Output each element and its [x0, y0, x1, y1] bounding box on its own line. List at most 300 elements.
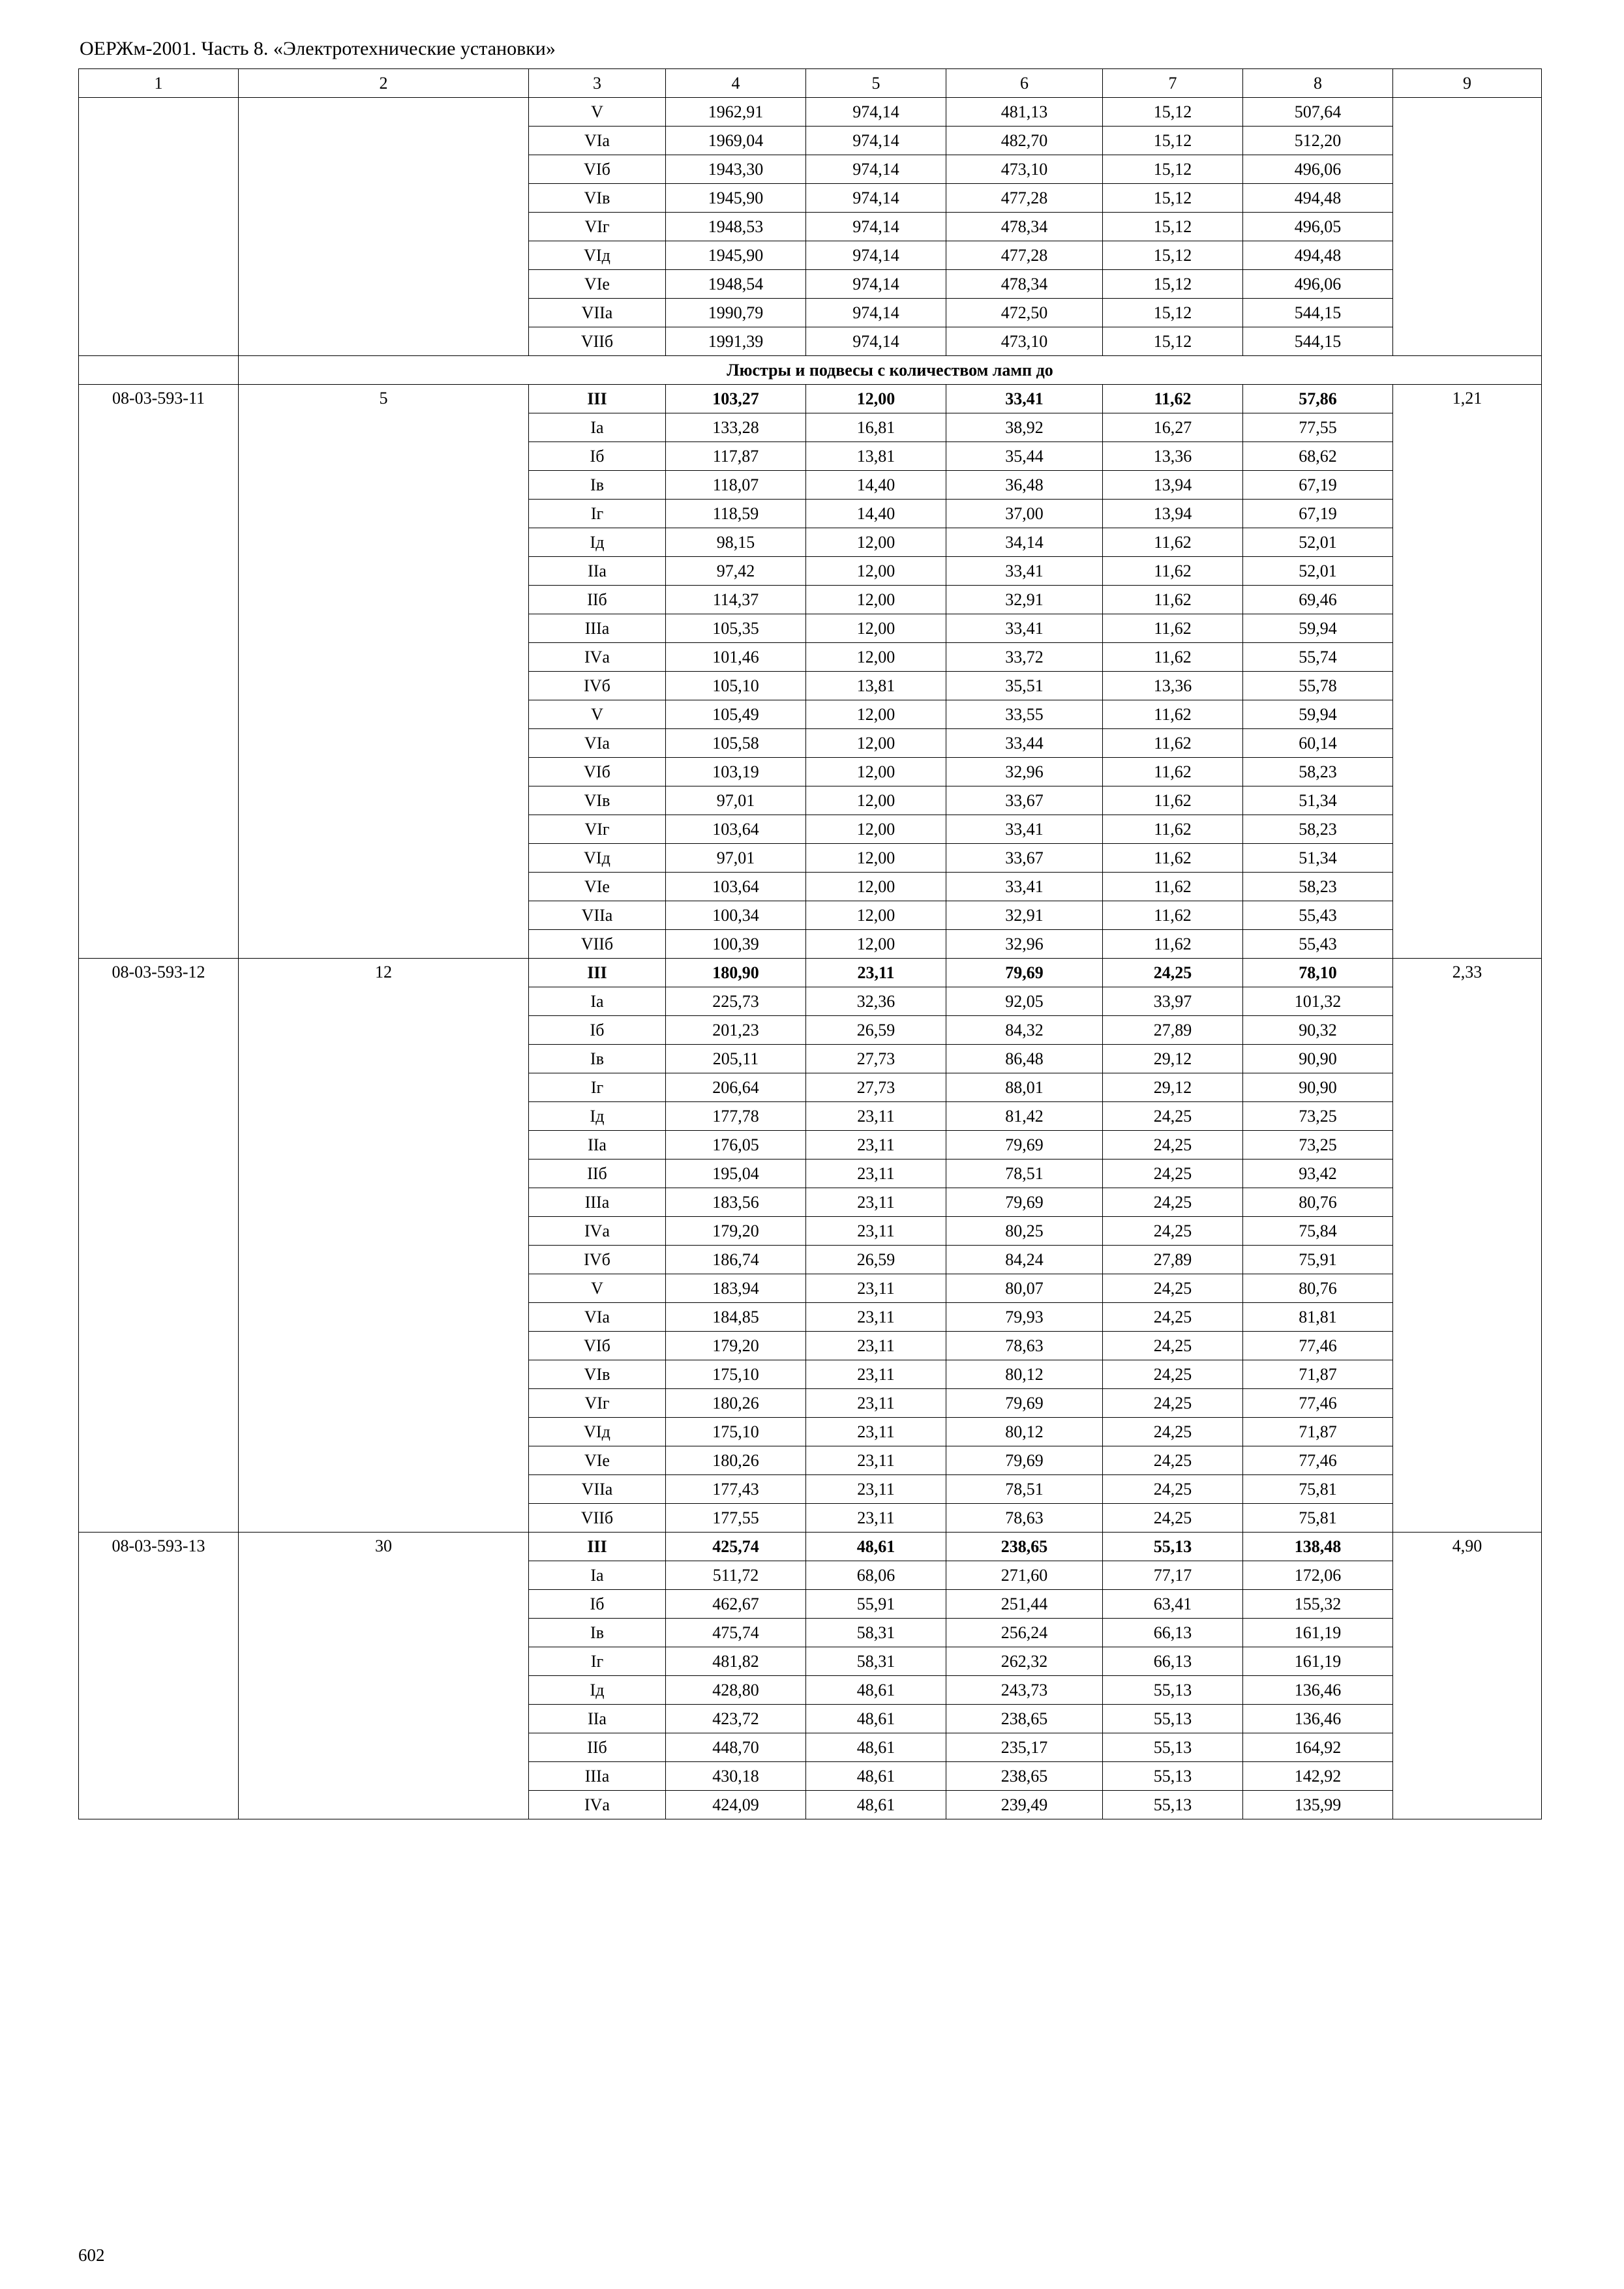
cell-machinists: 11,62	[1103, 758, 1243, 786]
cell-code	[79, 356, 239, 385]
cell-labor: 75,81	[1243, 1475, 1393, 1504]
cell-total: 133,28	[666, 413, 806, 442]
cell-labor: 73,25	[1243, 1102, 1393, 1131]
cell-total: 101,46	[666, 643, 806, 672]
cell-variant: VIIа	[529, 901, 666, 930]
cell-variant: IIб	[529, 1159, 666, 1188]
cell-total: 103,27	[666, 385, 806, 413]
cell-machines: 79,69	[946, 1131, 1103, 1159]
cell-materials: 14,40	[806, 471, 946, 500]
cell-labor: 55,78	[1243, 672, 1393, 700]
cell-machinists: 24,25	[1103, 1303, 1243, 1332]
cell-machinists: 15,12	[1103, 327, 1243, 356]
cell-machines: 478,34	[946, 213, 1103, 241]
cell-materials: 16,81	[806, 413, 946, 442]
cell-materials: 12,00	[806, 700, 946, 729]
cell-machines: 238,65	[946, 1762, 1103, 1791]
cell-total: 428,80	[666, 1676, 806, 1705]
cell-machines: 34,14	[946, 528, 1103, 557]
cell-variant: V	[529, 1274, 666, 1303]
cell-materials: 23,11	[806, 1159, 946, 1188]
cell-machinists: 27,89	[1103, 1246, 1243, 1274]
cell-labor: 80,76	[1243, 1274, 1393, 1303]
cell-labor: 172,06	[1243, 1561, 1393, 1590]
cell-machinists: 33,97	[1103, 987, 1243, 1016]
cell-total: 105,58	[666, 729, 806, 758]
cell-machinists: 11,62	[1103, 844, 1243, 873]
cell-materials: 23,11	[806, 1389, 946, 1418]
cell-machinists: 24,25	[1103, 1446, 1243, 1475]
rates-table	[78, 68, 1542, 1819]
cell-total: 100,34	[666, 901, 806, 930]
cell-labor: 494,48	[1243, 184, 1393, 213]
cell-variant: IVа	[529, 1791, 666, 1819]
column-number: 8	[1243, 69, 1393, 98]
cell-variant: III	[529, 959, 666, 987]
cell-total: 97,01	[666, 844, 806, 873]
cell-labor: 512,20	[1243, 127, 1393, 155]
cell-machines: 33,41	[946, 557, 1103, 586]
cell-materials: 974,14	[806, 241, 946, 270]
cell-labor: 496,05	[1243, 213, 1393, 241]
cell-materials: 23,11	[806, 1360, 946, 1389]
cell-materials: 23,11	[806, 1418, 946, 1446]
cell-machinists: 55,13	[1103, 1733, 1243, 1762]
cell-labor: 77,46	[1243, 1332, 1393, 1360]
cell-variant: Iа	[529, 1561, 666, 1590]
cell-materials: 12,00	[806, 901, 946, 930]
cell-materials: 13,81	[806, 442, 946, 471]
cell-variant: IIа	[529, 1705, 666, 1733]
cell-materials: 27,73	[806, 1073, 946, 1102]
cell-variant: VIг	[529, 213, 666, 241]
cell-machines: 238,65	[946, 1533, 1103, 1561]
cell-total: 1948,53	[666, 213, 806, 241]
cell-machines: 92,05	[946, 987, 1103, 1016]
cell-materials: 23,11	[806, 959, 946, 987]
cell-variant: IIа	[529, 1131, 666, 1159]
cell-machinists: 29,12	[1103, 1045, 1243, 1073]
cell-materials: 974,14	[806, 98, 946, 127]
cell-description: 12	[239, 959, 529, 1533]
cell-machinists: 15,12	[1103, 299, 1243, 327]
cell-machinists: 24,25	[1103, 1389, 1243, 1418]
cell-machines: 33,72	[946, 643, 1103, 672]
cell-machines: 473,10	[946, 155, 1103, 184]
cell-total: 481,82	[666, 1647, 806, 1676]
cell-machinists: 24,25	[1103, 1102, 1243, 1131]
cell-total: 175,10	[666, 1360, 806, 1389]
cell-materials: 23,11	[806, 1217, 946, 1246]
cell-machines: 79,93	[946, 1303, 1103, 1332]
cell-variant: VIв	[529, 786, 666, 815]
cell-variant: IIа	[529, 557, 666, 586]
cell-machinists: 11,62	[1103, 786, 1243, 815]
cell-materials: 23,11	[806, 1131, 946, 1159]
cell-labor: 60,14	[1243, 729, 1393, 758]
cell-ratio: 4,90	[1393, 1533, 1542, 1819]
cell-machines: 251,44	[946, 1590, 1103, 1619]
cell-total: 225,73	[666, 987, 806, 1016]
cell-variant: IIб	[529, 586, 666, 614]
cell-labor: 164,92	[1243, 1733, 1393, 1762]
cell-materials: 14,40	[806, 500, 946, 528]
page-title: ОЕРЖм-2001. Часть 8. «Электротехнические установки»	[80, 38, 556, 59]
cell-variant: VIг	[529, 815, 666, 844]
cell-labor: 494,48	[1243, 241, 1393, 270]
cell-materials: 12,00	[806, 873, 946, 901]
cell-machines: 33,67	[946, 844, 1103, 873]
cell-machines: 473,10	[946, 327, 1103, 356]
cell-total: 1962,91	[666, 98, 806, 127]
cell-machinists: 66,13	[1103, 1647, 1243, 1676]
cell-labor: 58,23	[1243, 873, 1393, 901]
cell-machines: 32,96	[946, 930, 1103, 959]
cell-machines: 78,63	[946, 1332, 1103, 1360]
cell-materials: 12,00	[806, 557, 946, 586]
cell-machinists: 55,13	[1103, 1533, 1243, 1561]
cell-machinists: 24,25	[1103, 1332, 1243, 1360]
cell-materials: 55,91	[806, 1590, 946, 1619]
cell-variant: IVа	[529, 643, 666, 672]
cell-total: 186,74	[666, 1246, 806, 1274]
cell-total: 1991,39	[666, 327, 806, 356]
cell-labor: 71,87	[1243, 1360, 1393, 1389]
cell-variant: IIб	[529, 1733, 666, 1762]
cell-machines: 88,01	[946, 1073, 1103, 1102]
cell-labor: 75,91	[1243, 1246, 1393, 1274]
cell-machines: 238,65	[946, 1705, 1103, 1733]
cell-total: 179,20	[666, 1332, 806, 1360]
cell-materials: 27,73	[806, 1045, 946, 1073]
cell-labor: 142,92	[1243, 1762, 1393, 1791]
cell-variant: Iб	[529, 1016, 666, 1045]
cell-variant: VIIб	[529, 327, 666, 356]
cell-machinists: 11,62	[1103, 528, 1243, 557]
cell-variant: IVб	[529, 1246, 666, 1274]
cell-labor: 69,46	[1243, 586, 1393, 614]
cell-total: 180,26	[666, 1389, 806, 1418]
cell-variant: VIб	[529, 1332, 666, 1360]
cell-labor: 55,43	[1243, 901, 1393, 930]
cell-machines: 78,51	[946, 1475, 1103, 1504]
cell-total: 425,74	[666, 1533, 806, 1561]
cell-materials: 12,00	[806, 614, 946, 643]
cell-variant: IIIа	[529, 1762, 666, 1791]
cell-labor: 58,23	[1243, 758, 1393, 786]
cell-labor: 496,06	[1243, 270, 1393, 299]
cell-total: 195,04	[666, 1159, 806, 1188]
cell-machinists: 24,25	[1103, 1274, 1243, 1303]
cell-total: 1948,54	[666, 270, 806, 299]
cell-materials: 12,00	[806, 643, 946, 672]
cell-labor: 544,15	[1243, 327, 1393, 356]
cell-machines: 35,44	[946, 442, 1103, 471]
cell-machinists: 55,13	[1103, 1762, 1243, 1791]
cell-machines: 262,32	[946, 1647, 1103, 1676]
cell-total: 180,26	[666, 1446, 806, 1475]
cell-labor: 52,01	[1243, 557, 1393, 586]
cell-variant: V	[529, 700, 666, 729]
cell-variant: VIб	[529, 758, 666, 786]
cell-variant: VIд	[529, 844, 666, 873]
cell-labor: 101,32	[1243, 987, 1393, 1016]
table-row	[79, 385, 1542, 413]
cell-machinists: 13,94	[1103, 471, 1243, 500]
cell-total: 430,18	[666, 1762, 806, 1791]
column-number: 6	[946, 69, 1103, 98]
cell-labor: 81,81	[1243, 1303, 1393, 1332]
cell-machines: 477,28	[946, 241, 1103, 270]
cell-labor: 75,84	[1243, 1217, 1393, 1246]
cell-materials: 48,61	[806, 1791, 946, 1819]
cell-total: 1943,30	[666, 155, 806, 184]
table-row	[79, 98, 1542, 127]
cell-machinists: 13,36	[1103, 442, 1243, 471]
cell-variant: Iд	[529, 1676, 666, 1705]
cell-total: 179,20	[666, 1217, 806, 1246]
cell-total: 448,70	[666, 1733, 806, 1762]
cell-total: 177,78	[666, 1102, 806, 1131]
cell-variant: VIIа	[529, 299, 666, 327]
cell-total: 177,43	[666, 1475, 806, 1504]
column-number: 7	[1103, 69, 1243, 98]
cell-machines: 33,41	[946, 614, 1103, 643]
cell-labor: 52,01	[1243, 528, 1393, 557]
column-number: 4	[666, 69, 806, 98]
cell-variant: VIд	[529, 1418, 666, 1446]
cell-total: 180,90	[666, 959, 806, 987]
cell-materials: 23,11	[806, 1303, 946, 1332]
cell-machines: 78,51	[946, 1159, 1103, 1188]
cell-code: 08-03-593-11	[79, 385, 239, 959]
cell-machines: 256,24	[946, 1619, 1103, 1647]
cell-machinists: 11,62	[1103, 385, 1243, 413]
cell-ratio: 1,21	[1393, 385, 1542, 959]
cell-materials: 48,61	[806, 1533, 946, 1561]
cell-machinists: 24,25	[1103, 959, 1243, 987]
cell-variant: VIд	[529, 241, 666, 270]
cell-variant: III	[529, 385, 666, 413]
cell-variant: VIб	[529, 155, 666, 184]
cell-description	[239, 98, 529, 356]
cell-total: 98,15	[666, 528, 806, 557]
cell-total: 175,10	[666, 1418, 806, 1446]
cell-labor: 67,19	[1243, 471, 1393, 500]
cell-materials: 974,14	[806, 299, 946, 327]
column-number: 1	[79, 69, 239, 98]
cell-labor: 59,94	[1243, 700, 1393, 729]
cell-machinists: 15,12	[1103, 155, 1243, 184]
cell-machinists: 24,25	[1103, 1475, 1243, 1504]
cell-materials: 974,14	[806, 184, 946, 213]
cell-materials: 974,14	[806, 270, 946, 299]
cell-machines: 84,24	[946, 1246, 1103, 1274]
cell-variant: VIа	[529, 729, 666, 758]
cell-materials: 26,59	[806, 1016, 946, 1045]
cell-total: 183,94	[666, 1274, 806, 1303]
cell-labor: 68,62	[1243, 442, 1393, 471]
cell-total: 423,72	[666, 1705, 806, 1733]
cell-materials: 12,00	[806, 786, 946, 815]
cell-labor: 77,46	[1243, 1389, 1393, 1418]
cell-machines: 271,60	[946, 1561, 1103, 1590]
cell-materials: 23,11	[806, 1475, 946, 1504]
cell-machines: 37,00	[946, 500, 1103, 528]
cell-variant: Iг	[529, 1647, 666, 1676]
cell-description: 30	[239, 1533, 529, 1819]
cell-machinists: 24,25	[1103, 1217, 1243, 1246]
table-body	[79, 69, 1542, 1819]
cell-labor: 55,74	[1243, 643, 1393, 672]
cell-machinists: 24,25	[1103, 1188, 1243, 1217]
cell-labor: 73,25	[1243, 1131, 1393, 1159]
cell-machinists: 11,62	[1103, 930, 1243, 959]
cell-materials: 23,11	[806, 1188, 946, 1217]
cell-total: 100,39	[666, 930, 806, 959]
cell-variant: VIIа	[529, 1475, 666, 1504]
cell-labor: 136,46	[1243, 1705, 1393, 1733]
cell-machinists: 11,62	[1103, 901, 1243, 930]
cell-labor: 136,46	[1243, 1676, 1393, 1705]
cell-code	[79, 98, 239, 356]
cell-machines: 80,07	[946, 1274, 1103, 1303]
cell-variant: IVа	[529, 1217, 666, 1246]
cell-materials: 48,61	[806, 1705, 946, 1733]
cell-total: 118,59	[666, 500, 806, 528]
cell-labor: 90,90	[1243, 1073, 1393, 1102]
cell-machines: 33,44	[946, 729, 1103, 758]
cell-machines: 79,69	[946, 959, 1103, 987]
cell-total: 97,42	[666, 557, 806, 586]
cell-machines: 79,69	[946, 1389, 1103, 1418]
cell-variant: Iв	[529, 1045, 666, 1073]
cell-machinists: 11,62	[1103, 643, 1243, 672]
cell-machines: 80,12	[946, 1418, 1103, 1446]
cell-machinists: 29,12	[1103, 1073, 1243, 1102]
cell-machines: 477,28	[946, 184, 1103, 213]
cell-machines: 33,41	[946, 873, 1103, 901]
cell-machinists: 13,94	[1103, 500, 1243, 528]
cell-total: 118,07	[666, 471, 806, 500]
column-number-row	[79, 69, 1542, 98]
cell-materials: 12,00	[806, 930, 946, 959]
column-number: 2	[239, 69, 529, 98]
cell-materials: 12,00	[806, 385, 946, 413]
cell-labor: 51,34	[1243, 844, 1393, 873]
cell-machines: 80,12	[946, 1360, 1103, 1389]
cell-total: 105,35	[666, 614, 806, 643]
cell-labor: 155,32	[1243, 1590, 1393, 1619]
cell-variant: VIе	[529, 1446, 666, 1475]
cell-labor: 135,99	[1243, 1791, 1393, 1819]
cell-total: 177,55	[666, 1504, 806, 1533]
cell-machinists: 15,12	[1103, 270, 1243, 299]
cell-variant: IIIа	[529, 614, 666, 643]
cell-machines: 35,51	[946, 672, 1103, 700]
cell-variant: VIIб	[529, 1504, 666, 1533]
cell-materials: 974,14	[806, 127, 946, 155]
cell-machinists: 11,62	[1103, 729, 1243, 758]
cell-machines: 33,67	[946, 786, 1103, 815]
cell-labor: 51,34	[1243, 786, 1393, 815]
cell-total: 511,72	[666, 1561, 806, 1590]
cell-variant: VIе	[529, 270, 666, 299]
cell-machinists: 63,41	[1103, 1590, 1243, 1619]
cell-total: 105,49	[666, 700, 806, 729]
cell-materials: 23,11	[806, 1446, 946, 1475]
cell-total: 114,37	[666, 586, 806, 614]
cell-variant: VIе	[529, 873, 666, 901]
cell-machinists: 15,12	[1103, 241, 1243, 270]
cell-machinists: 11,62	[1103, 614, 1243, 643]
table-row	[79, 959, 1542, 987]
cell-total: 206,64	[666, 1073, 806, 1102]
cell-machinists: 11,62	[1103, 700, 1243, 729]
cell-labor: 161,19	[1243, 1619, 1393, 1647]
cell-materials: 974,14	[806, 213, 946, 241]
cell-materials: 48,61	[806, 1762, 946, 1791]
section-title: Люстры и подвесы с количеством ламп до	[239, 356, 1542, 385]
cell-materials: 12,00	[806, 844, 946, 873]
cell-machinists: 15,12	[1103, 184, 1243, 213]
cell-variant: III	[529, 1533, 666, 1561]
cell-labor: 138,48	[1243, 1533, 1393, 1561]
cell-variant: Iд	[529, 1102, 666, 1131]
cell-total: 424,09	[666, 1791, 806, 1819]
cell-labor: 90,90	[1243, 1045, 1393, 1073]
cell-variant: Iб	[529, 1590, 666, 1619]
cell-materials: 23,11	[806, 1504, 946, 1533]
cell-machines: 32,91	[946, 586, 1103, 614]
cell-machinists: 11,62	[1103, 873, 1243, 901]
cell-machinists: 15,12	[1103, 127, 1243, 155]
cell-materials: 13,81	[806, 672, 946, 700]
cell-machines: 79,69	[946, 1188, 1103, 1217]
cell-machinists: 55,13	[1103, 1676, 1243, 1705]
cell-total: 117,87	[666, 442, 806, 471]
cell-materials: 12,00	[806, 586, 946, 614]
cell-variant: Iб	[529, 442, 666, 471]
cell-total: 205,11	[666, 1045, 806, 1073]
cell-machines: 243,73	[946, 1676, 1103, 1705]
cell-machines: 84,32	[946, 1016, 1103, 1045]
cell-total: 103,64	[666, 873, 806, 901]
cell-machinists: 24,25	[1103, 1360, 1243, 1389]
cell-total: 103,19	[666, 758, 806, 786]
cell-materials: 32,36	[806, 987, 946, 1016]
cell-description: 5	[239, 385, 529, 959]
cell-variant: Iа	[529, 413, 666, 442]
cell-labor: 77,55	[1243, 413, 1393, 442]
cell-machines: 79,69	[946, 1446, 1103, 1475]
cell-variant: Iв	[529, 471, 666, 500]
cell-machines: 481,13	[946, 98, 1103, 127]
cell-machines: 78,63	[946, 1504, 1103, 1533]
cell-machines: 80,25	[946, 1217, 1103, 1246]
cell-total: 105,10	[666, 672, 806, 700]
cell-machines: 32,91	[946, 901, 1103, 930]
cell-machines: 32,96	[946, 758, 1103, 786]
cell-labor: 544,15	[1243, 299, 1393, 327]
cell-machinists: 24,25	[1103, 1418, 1243, 1446]
cell-variant: VIа	[529, 1303, 666, 1332]
cell-materials: 23,11	[806, 1332, 946, 1360]
cell-machinists: 15,12	[1103, 98, 1243, 127]
cell-total: 184,85	[666, 1303, 806, 1332]
page-number: 602	[78, 2245, 105, 2265]
cell-materials: 974,14	[806, 155, 946, 184]
